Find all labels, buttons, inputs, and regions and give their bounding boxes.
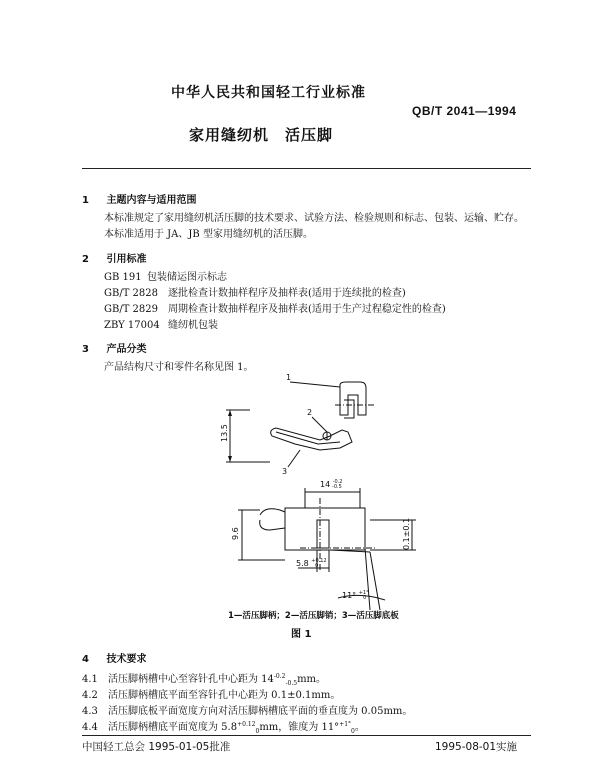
tolerance-lower: -0.5 <box>285 680 298 687</box>
requirement-number: 4.3 <box>82 706 98 717</box>
section-3-title: 产品分类 <box>106 344 147 355</box>
approval-date: 中国轻工总会 1995-01-05批准 <box>82 741 231 753</box>
requirement-number: 4.4 <box>82 722 98 733</box>
lower-view-sole <box>260 509 285 530</box>
callout-leader-2 <box>312 417 327 432</box>
dim-top-width-label: 14 $^{-0.2}$ -0.5 <box>320 479 343 490</box>
section-1-title: 主题内容与适用范围 <box>106 195 197 206</box>
callout-leader-1 <box>290 382 340 387</box>
reference-title: 缝纫机包装 <box>168 320 218 331</box>
reference-item <box>104 300 446 315</box>
section-2-heading <box>82 250 146 265</box>
tolerance-upper: -0.2 <box>273 673 286 680</box>
requirement-text: 活压脚底板平面宽度方向对活压脚柄槽底平面的垂直度为 0.05mm。 <box>108 706 413 717</box>
tolerance-upper: +1° <box>339 721 352 728</box>
requirement-text: 活压脚柄槽底平面至容针孔中心距为 0.1±0.1mm。 <box>108 690 341 701</box>
requirement-text: 活压脚柄槽中心至容针孔中心距为 14 <box>108 674 274 685</box>
section-3-heading <box>82 340 146 355</box>
section-3-para: 产品结构尺寸和零件名称见图 1。 <box>104 362 254 373</box>
tolerance-lower: 0 <box>351 728 355 735</box>
section-2-number: 2 <box>82 254 89 265</box>
reference-item <box>104 316 218 331</box>
reference-title: 包装储运图示标志 <box>147 272 227 283</box>
implementation-date: 1995-08-01实施 <box>435 741 518 753</box>
requirement-item <box>82 670 326 687</box>
reference-code: GB/T 2829 <box>104 304 159 315</box>
callout-3: 3 <box>282 467 288 476</box>
standard-code: QB/T 2041—1994 <box>412 104 517 118</box>
header-rule <box>82 168 531 169</box>
callout-leader-3 <box>288 450 300 467</box>
document-title: 家用缝纫机 活压脚 <box>189 126 334 144</box>
tolerance-lower: 0 <box>255 728 260 735</box>
section-1-heading <box>82 191 196 206</box>
requirement-item <box>82 718 365 735</box>
tolerance-upper: +0.12 <box>237 721 256 728</box>
dim-overall-label: 9.6 <box>231 527 240 540</box>
requirement-number: 4.2 <box>82 690 98 701</box>
lower-view-slot <box>317 520 329 548</box>
reference-title: 周期检查计数抽样程序及抽样表(适用于生产过程稳定性的检查) <box>168 304 446 315</box>
callout-2: 2 <box>307 408 313 417</box>
reference-item <box>104 268 227 283</box>
figure-1-drawing <box>180 370 440 638</box>
reference-code: GB 191 <box>104 272 142 283</box>
foot-shank-outline <box>340 382 366 415</box>
dim-height-label: 13.5 <box>220 424 229 442</box>
footer-rule <box>82 735 531 736</box>
section-4-heading <box>82 650 146 665</box>
requirement-item <box>82 686 340 701</box>
section-2-title: 引用标准 <box>106 254 147 265</box>
dim-slot-label: 5.8 $^{+0.12}$ 0 <box>296 558 327 569</box>
requirement-text: 活压脚柄槽底平面宽度为 5.8 <box>108 722 238 733</box>
dim-angle-label: 11° $^{+1^\circ}$ 0 <box>342 590 369 601</box>
reference-code: GB/T 2828 <box>104 288 159 299</box>
section-1-para-2: 本标准适用于 JA、JB 型家用缝纫机的活压脚。 <box>104 229 313 240</box>
reference-title: 逐批检查计数抽样程序及抽样表(适用于连续批的检查) <box>168 288 406 299</box>
section-4-title: 技术要求 <box>106 654 147 665</box>
reference-item <box>104 284 406 299</box>
requirement-item <box>82 702 412 717</box>
lower-view-body <box>285 508 365 550</box>
figure-caption: 图 1 <box>291 629 312 640</box>
section-3-number: 3 <box>82 344 89 355</box>
requirement-text: mm。 <box>297 674 327 685</box>
section-1-para-1: 本标准规定了家用缝纫机活压脚的技术要求、试验方法、检验规则和标志、包装、运输、贮存。 <box>104 213 524 224</box>
callout-1: 1 <box>286 373 292 382</box>
dim-flatness-label: 0.1±0.1 <box>402 517 411 550</box>
requirement-number: 4.1 <box>82 674 98 685</box>
foot-sole-outline <box>271 428 352 450</box>
figure-legend: 1—活压脚柄；2—活压脚销；3—活压脚底板 <box>228 611 399 621</box>
requirement-text: 。 <box>354 722 365 733</box>
dim-angle-line-b <box>370 552 380 610</box>
reference-code: ZBY 17004 <box>104 320 160 331</box>
section-4-number: 4 <box>82 654 89 665</box>
issuing-body: 中华人民共和国轻工行业标准 <box>171 85 366 101</box>
section-1-number: 1 <box>82 195 89 206</box>
requirement-text: mm，锥度为 11° <box>259 722 340 733</box>
